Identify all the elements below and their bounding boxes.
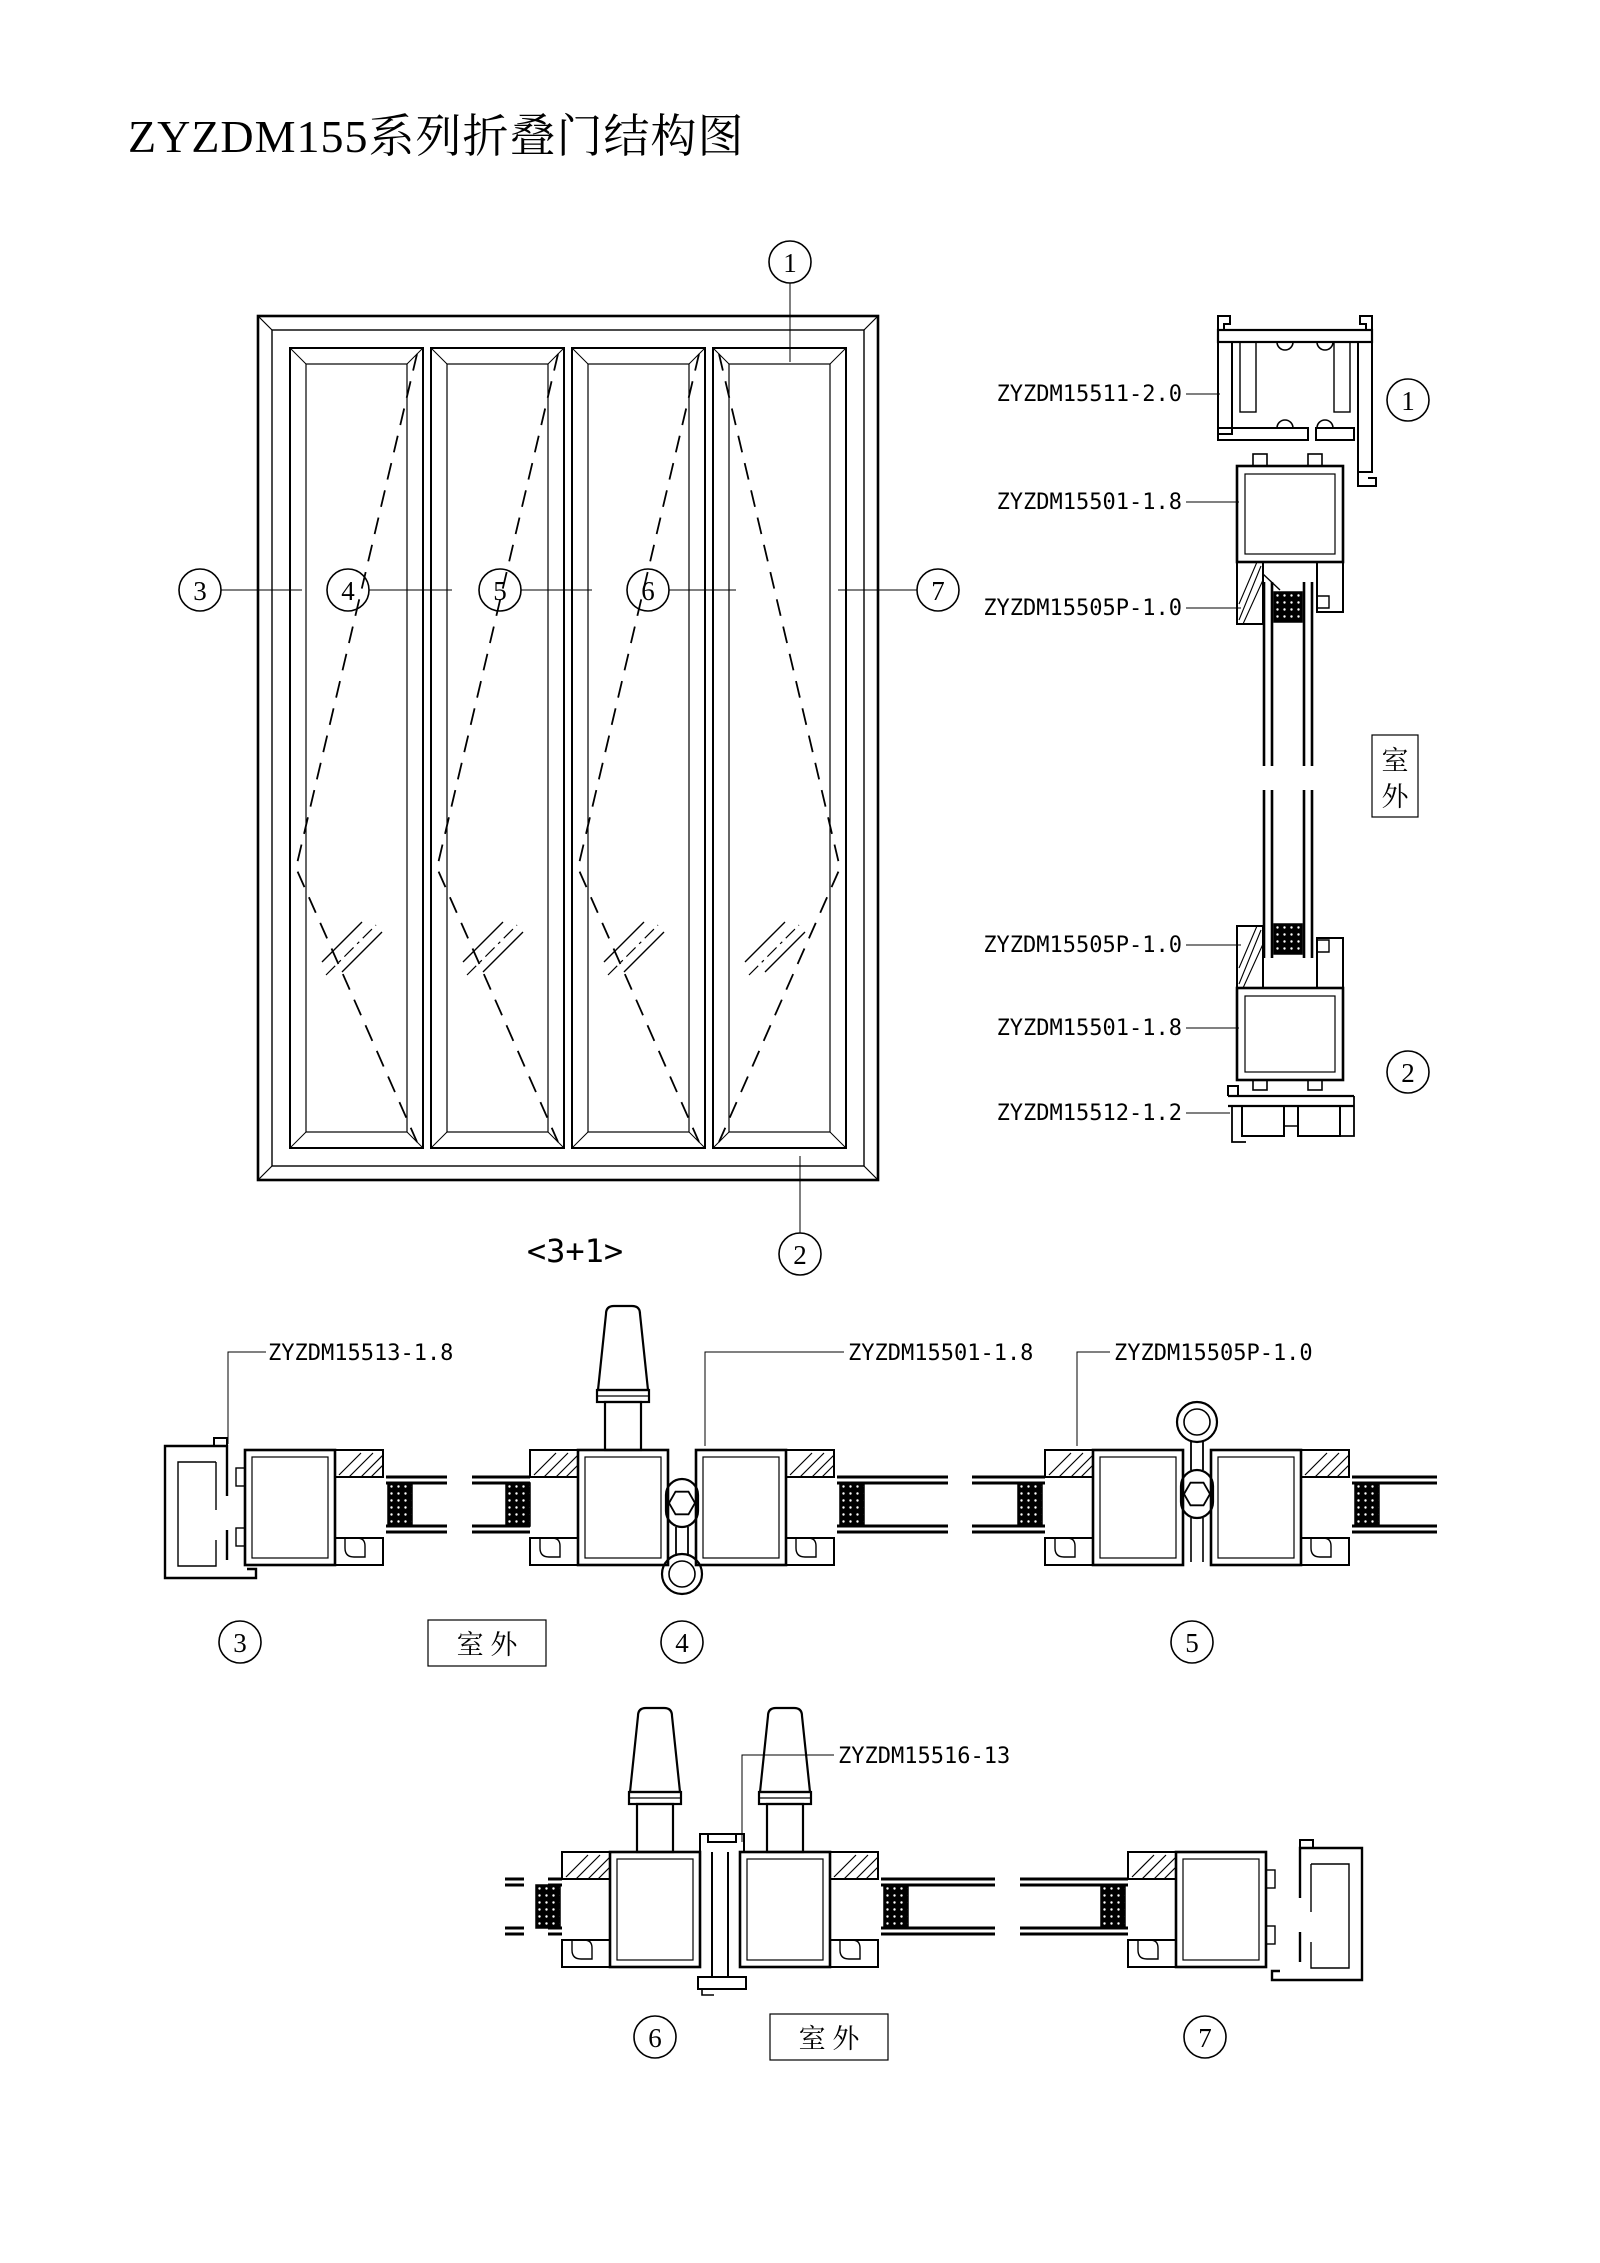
pivot-ring — [662, 1554, 702, 1594]
marker-3: 3 — [193, 576, 207, 606]
fold-direction-dashes — [437, 354, 558, 1142]
door-handle-left — [629, 1708, 681, 1852]
detail-circle-5: 5 — [1185, 1628, 1199, 1658]
glass-spacer-bottom — [1274, 924, 1302, 954]
outdoor-label-row1: 室 外 — [456, 1630, 518, 1660]
marker-1: 1 — [783, 248, 797, 278]
marker-4: 4 — [341, 576, 355, 606]
outdoor-char-bottom: 外 — [1381, 782, 1409, 812]
marker-7: 7 — [931, 576, 945, 606]
plan-sections-row2 — [505, 1708, 1362, 2060]
section-6 — [562, 1708, 878, 1995]
section-4 — [530, 1306, 834, 1594]
fold-direction-dashes — [296, 354, 417, 1142]
label-top-bead: ZYZDM15505P-1.0 — [983, 596, 1182, 621]
label-bottom-rail: ZYZDM15501-1.8 — [996, 1016, 1182, 1041]
label-jamb: ZYZDM15513-1.8 — [268, 1341, 454, 1366]
outdoor-tag-row1 — [428, 1620, 546, 1666]
fold-direction-dashes — [578, 354, 699, 1142]
detail-circle-2: 2 — [1401, 1058, 1415, 1088]
jamb-profile — [165, 1446, 227, 1578]
frame-miter-lines — [258, 316, 878, 1180]
door-panel-3 — [572, 348, 705, 1148]
outdoor-tag-row2 — [770, 2014, 888, 2060]
door-panel-2 — [431, 348, 564, 1148]
vertical-section — [983, 316, 1429, 1142]
door-elevation — [179, 241, 959, 1275]
label-top-rail: ZYZDM15501-1.8 — [996, 490, 1182, 515]
door-panels — [290, 348, 846, 1148]
glass-panel1 — [386, 1477, 530, 1532]
pivot-ring — [1177, 1402, 1217, 1442]
section-7 — [1128, 1840, 1362, 1980]
glass-panel4 — [881, 1879, 1128, 1934]
plan-sections-row1 — [165, 1306, 1437, 1666]
marker-5: 5 — [493, 576, 507, 606]
glass-hatch — [745, 922, 805, 972]
door-panel-4 — [713, 348, 846, 1148]
label-bead: ZYZDM15505P-1.0 — [1114, 1341, 1313, 1366]
glass-hatch — [322, 922, 382, 972]
outdoor-tag-vertical — [1372, 735, 1418, 817]
sill-profile — [1228, 1086, 1354, 1142]
glass-hatch — [463, 922, 523, 972]
glass-panel3-end — [505, 1879, 562, 1934]
marker-6: 6 — [641, 576, 655, 606]
glass-hatch — [604, 922, 664, 972]
door-handle — [597, 1306, 649, 1450]
glass-spacer-top — [1274, 592, 1302, 622]
detail-circle-3: 3 — [233, 1628, 247, 1658]
glass-panel2 — [837, 1477, 1045, 1532]
label-stile: ZYZDM15501-1.8 — [848, 1341, 1034, 1366]
glass-unit-vertical — [1264, 582, 1312, 958]
fold-direction-dashes — [719, 354, 840, 1142]
door-handle-right — [759, 1708, 811, 1852]
elevation-inner-frame — [272, 330, 864, 1166]
outdoor-char-top: 室 — [1381, 746, 1409, 776]
detail-circle-6: 6 — [648, 2023, 662, 2053]
label-bottom-bead: ZYZDM15505P-1.0 — [983, 933, 1182, 958]
outdoor-label-row2: 室 外 — [798, 2024, 860, 2054]
head-frame-profile — [1218, 316, 1376, 486]
detail-circle-7: 7 — [1198, 2023, 1212, 2053]
vertical-section-labels — [983, 382, 1241, 1126]
section-3 — [165, 1438, 383, 1578]
label-connector: ZYZDM15516-13 — [838, 1744, 1011, 1769]
detail-circle-4: 4 — [675, 1628, 689, 1658]
jamb-profile-right — [1272, 1840, 1362, 1980]
elevation-markers — [179, 241, 959, 1275]
panel-config-caption: <3+1> — [526, 1232, 624, 1270]
label-sill: ZYZDM15512-1.2 — [996, 1101, 1182, 1126]
label-head-profile: ZYZDM15511-2.0 — [996, 382, 1182, 407]
marker-2: 2 — [793, 1240, 807, 1270]
door-panel-1 — [290, 348, 423, 1148]
page-title: ZYZDM155系列折叠门结构图 — [128, 111, 745, 162]
section-5 — [1045, 1402, 1437, 1565]
elevation-outer-frame — [258, 316, 878, 1180]
detail-circle-1: 1 — [1401, 386, 1415, 416]
